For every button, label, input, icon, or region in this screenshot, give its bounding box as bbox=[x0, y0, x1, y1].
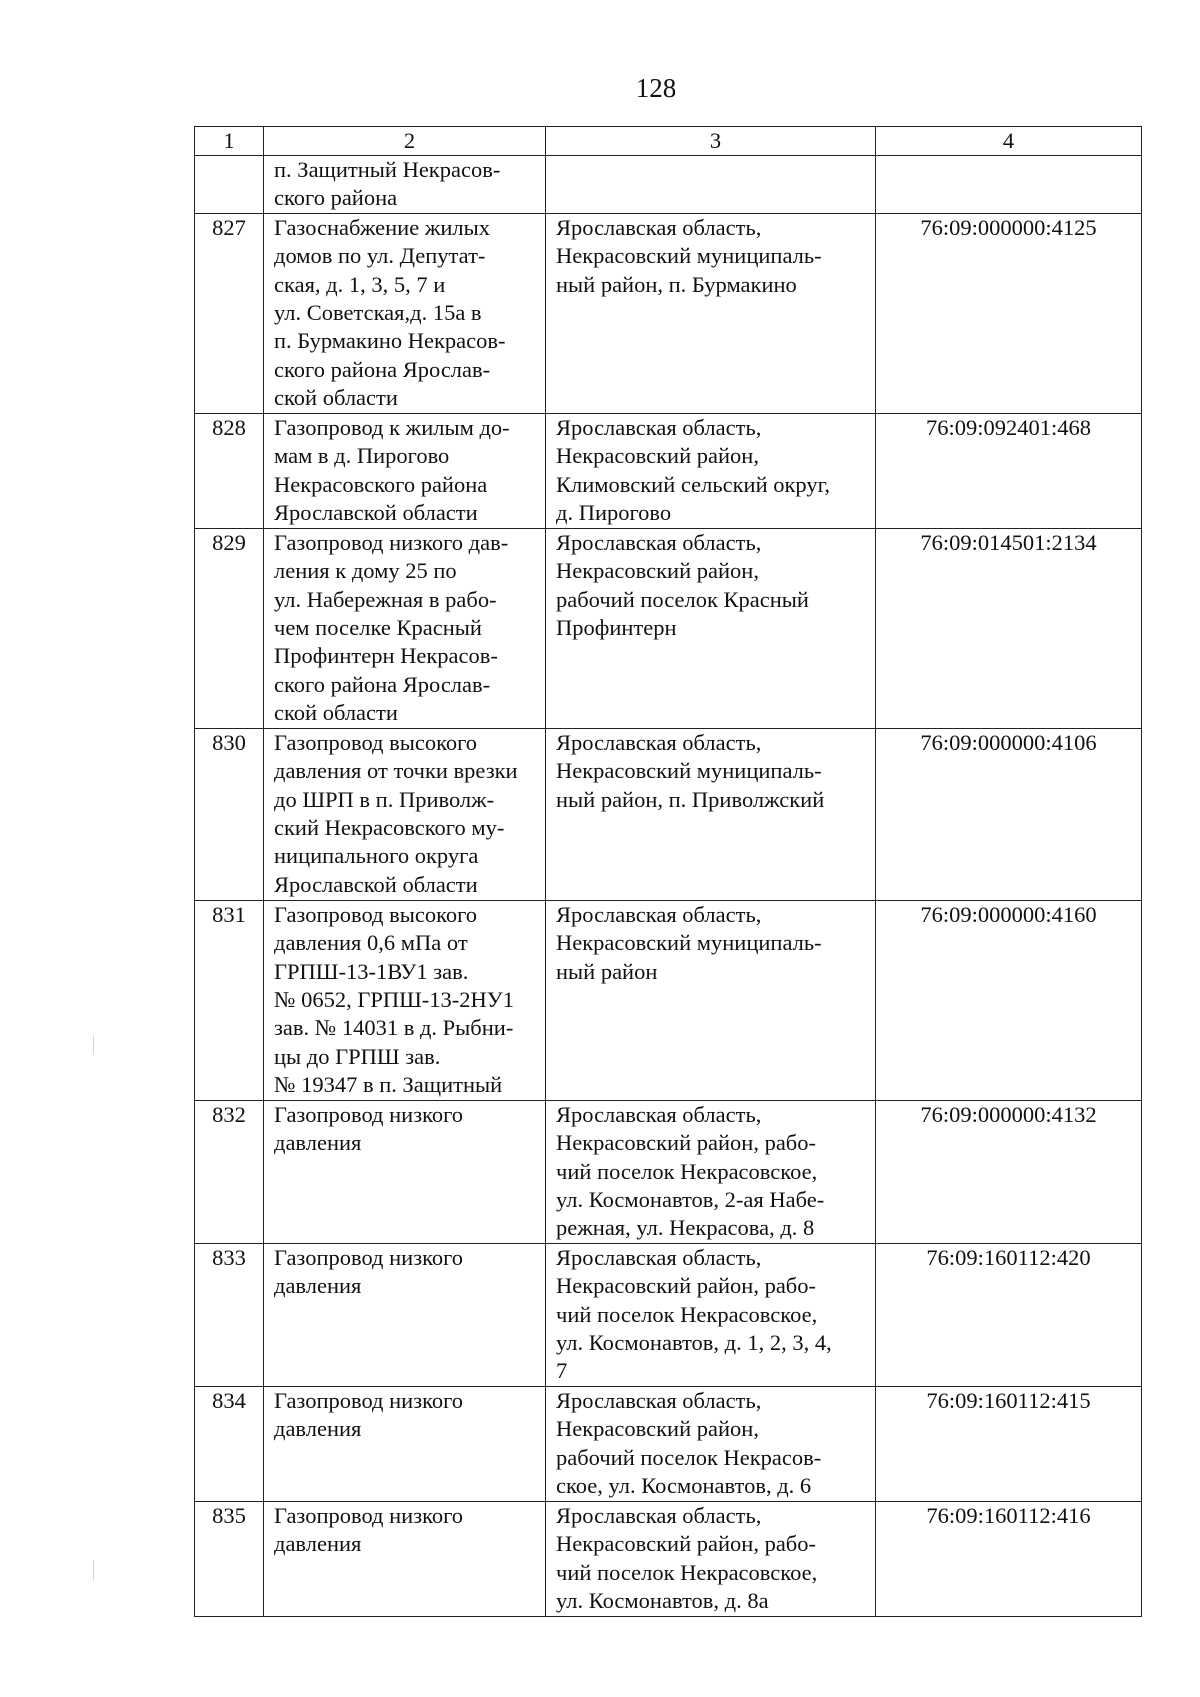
object-address: Ярославская область, Некрасовский район, рабо- чий поселок Некрасовское, ул. Космонавтов, д. 8а bbox=[546, 1501, 876, 1616]
row-number: 831 bbox=[195, 900, 264, 1100]
cadastral-number: 76:09:000000:4106 bbox=[876, 728, 1142, 900]
row-number: 828 bbox=[195, 413, 264, 528]
cadastral-number bbox=[876, 156, 1142, 214]
row-number: 827 bbox=[195, 213, 264, 413]
column-header-1: 1 bbox=[195, 127, 264, 156]
page-number: 128 bbox=[635, 73, 677, 103]
object-name: п. Защитный Некрасов- ского района bbox=[264, 156, 546, 214]
object-name: Газопровод высокого давления от точки врезки до ШРП в п. Приволж- ский Некрасовского му- ниципального округа Ярославской области bbox=[264, 728, 546, 900]
cadastral-number: 76:09:000000:4132 bbox=[876, 1100, 1142, 1243]
cadastral-number: 76:09:014501:2134 bbox=[876, 528, 1142, 728]
object-address: Ярославская область, Некрасовский район, рабо- чий поселок Некрасовское, ул. Космонавтов, д. 1, 2, 3, 4, 7 bbox=[546, 1243, 876, 1386]
cadastral-number: 76:09:160112:420 bbox=[876, 1243, 1142, 1386]
object-address: Ярославская область, Некрасовский район, Климовский сельский округ, д. Пирогово bbox=[546, 413, 876, 528]
table-row bbox=[195, 213, 1142, 413]
cadastral-number: 76:09:160112:416 bbox=[876, 1501, 1142, 1616]
column-header-3: 3 bbox=[546, 127, 876, 156]
table-header-row bbox=[195, 127, 1142, 156]
row-number bbox=[195, 156, 264, 214]
object-name: Газопровод низкого давления bbox=[264, 1243, 546, 1386]
table-row bbox=[195, 728, 1142, 900]
object-address: Ярославская область, Некрасовский район, рабочий поселок Красный Профинтерн bbox=[546, 528, 876, 728]
row-number: 832 bbox=[195, 1100, 264, 1243]
row-number: 830 bbox=[195, 728, 264, 900]
column-header-2: 2 bbox=[264, 127, 546, 156]
object-address: Ярославская область, Некрасовский муниципаль- ный район, п. Бурмакино bbox=[546, 213, 876, 413]
table-row bbox=[195, 1501, 1142, 1616]
column-header-4: 4 bbox=[876, 127, 1142, 156]
table-row bbox=[195, 528, 1142, 728]
object-name: Газопровод к жилым до- мам в д. Пирогово Некрасовского района Ярославской области bbox=[264, 413, 546, 528]
object-address: Ярославская область, Некрасовский муниципаль- ный район, п. Приволжский bbox=[546, 728, 876, 900]
table-row bbox=[195, 413, 1142, 528]
cadastral-number: 76:09:000000:4125 bbox=[876, 213, 1142, 413]
object-address: Ярославская область, Некрасовский район, рабочий поселок Некрасов- ское, ул. Космонавтов, д. 6 bbox=[546, 1386, 876, 1501]
table-row bbox=[195, 1386, 1142, 1501]
table-row bbox=[195, 1243, 1142, 1386]
scan-artifact-line bbox=[93, 1035, 94, 1055]
object-name: Газопровод низкого давления bbox=[264, 1386, 546, 1501]
table-row bbox=[195, 900, 1142, 1100]
row-number: 835 bbox=[195, 1501, 264, 1616]
cadastral-number: 76:09:000000:4160 bbox=[876, 900, 1142, 1100]
row-number: 833 bbox=[195, 1243, 264, 1386]
object-address: Ярославская область, Некрасовский муниципаль- ный район bbox=[546, 900, 876, 1100]
row-number: 834 bbox=[195, 1386, 264, 1501]
table-row bbox=[195, 156, 1142, 214]
object-name: Газопровод низкого дав- ления к дому 25 по ул. Набережная в рабо- чем поселке Красный Профинтерн Некрасов- ского района Ярослав- ской области bbox=[264, 528, 546, 728]
object-name: Газопровод низкого давления bbox=[264, 1501, 546, 1616]
table-row bbox=[195, 1100, 1142, 1243]
scan-artifact-line bbox=[93, 1560, 94, 1580]
cadastral-number: 76:09:160112:415 bbox=[876, 1386, 1142, 1501]
object-address bbox=[546, 156, 876, 214]
object-name: Газоснабжение жилых домов по ул. Депутат- ская, д. 1, 3, 5, 7 и ул. Советская,д. 15а в п. Бурмакино Некрасов- ского района Ярослав- ской области bbox=[264, 213, 546, 413]
row-number: 829 bbox=[195, 528, 264, 728]
cadastral-number: 76:09:092401:468 bbox=[876, 413, 1142, 528]
object-name: Газопровод низкого давления bbox=[264, 1100, 546, 1243]
object-address: Ярославская область, Некрасовский район, рабо- чий поселок Некрасовское, ул. Космонавтов, 2-ая Набе- режная, ул. Некрасова, д. 8 bbox=[546, 1100, 876, 1243]
objects-table bbox=[194, 126, 1142, 1617]
object-name: Газопровод высокого давления 0,6 мПа от ГРПШ-13-1ВУ1 зав. № 0652, ГРПШ-13-2НУ1 зав. № 14031 в д. Рыбни- цы до ГРПШ зав. № 19347 в п. Защитный bbox=[264, 900, 546, 1100]
